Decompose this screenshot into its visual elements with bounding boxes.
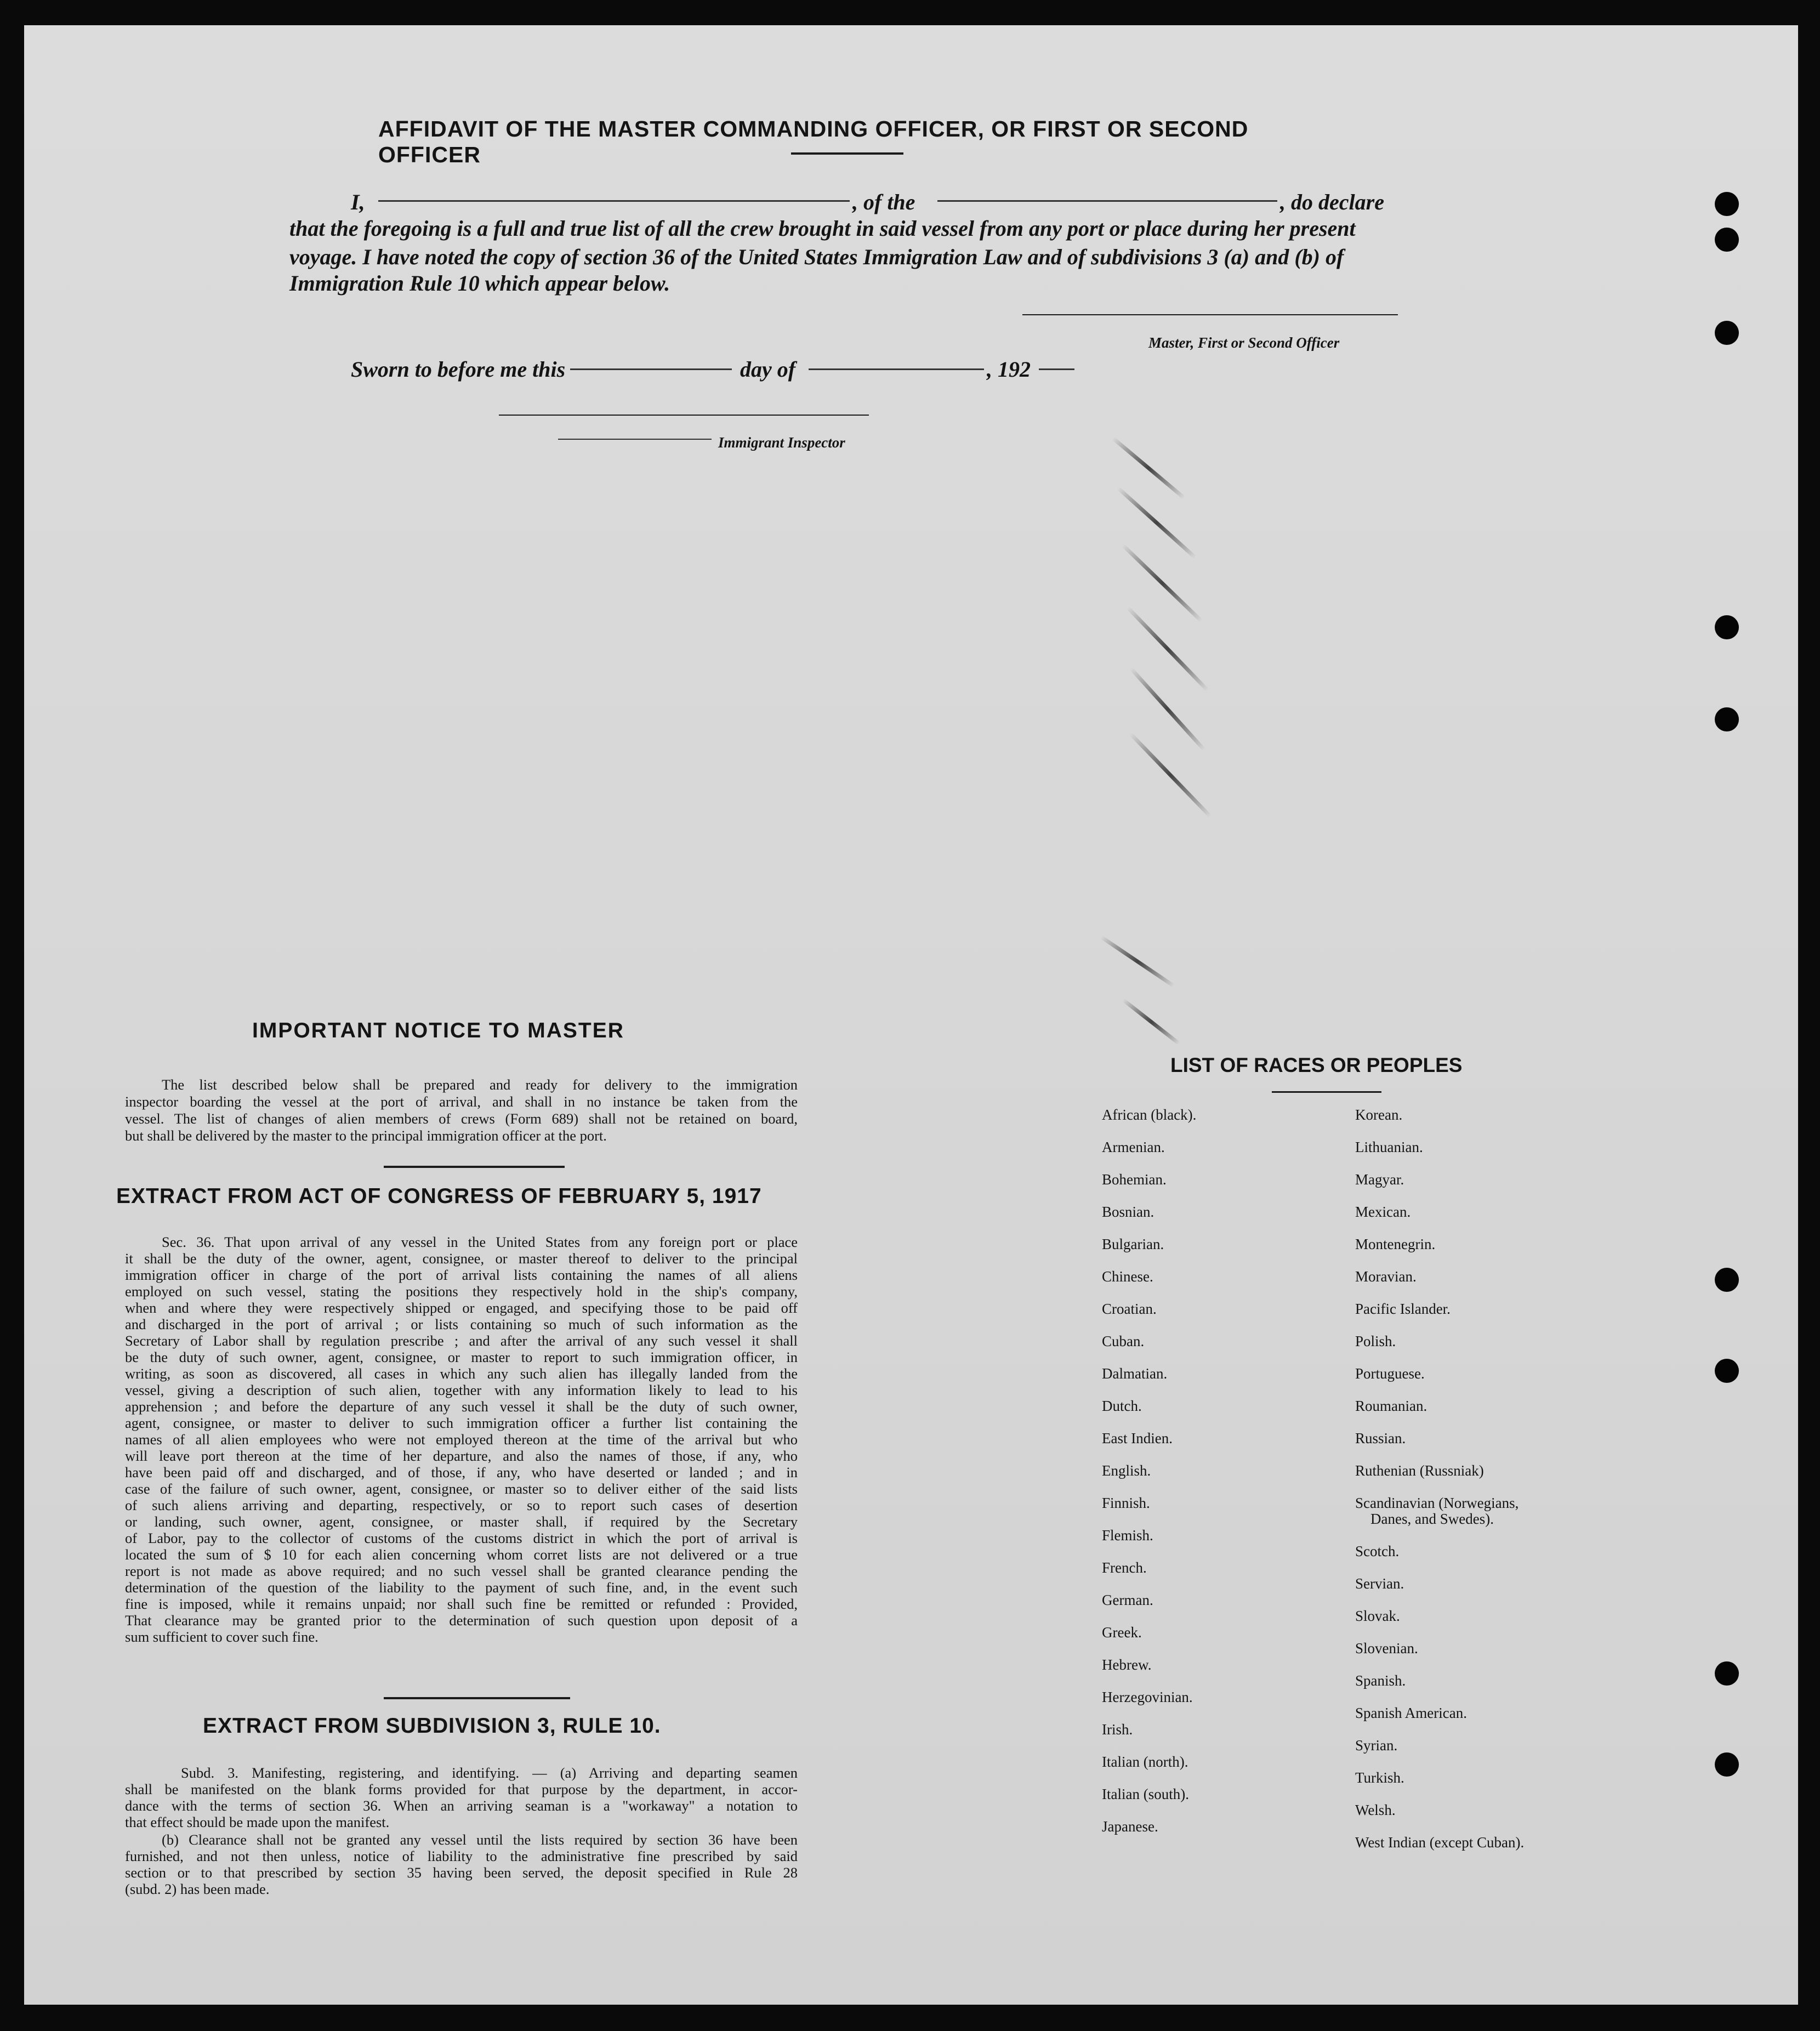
punch-hole — [1715, 1661, 1739, 1686]
race-item: Pacific Islander. — [1355, 1301, 1451, 1317]
race-item: French. — [1102, 1559, 1147, 1576]
act-line: be the duty of such owner, agent, consignee, or master to report to such immigration officer, in — [125, 1349, 798, 1365]
affidavit-line-2: that the foregoing is a full and true list of all the crew brought in said vessel from any port or place during her present — [289, 216, 1356, 241]
act-line: immigration officer in charge of the port of arrival lists containing the names of all aliens — [125, 1267, 798, 1283]
race-item: African (black). — [1102, 1107, 1197, 1123]
race-item: Servian. — [1355, 1575, 1404, 1592]
notice-line: inspector boarding the vessel at the port of arrival, and shall in no instance be taken from the — [125, 1093, 798, 1110]
race-item: Moravian. — [1355, 1268, 1417, 1285]
act-line: Secretary of Labor shall by regulation prescribe ; and after the arrival of any such vessel it shall — [125, 1332, 798, 1349]
act-rule — [384, 1697, 570, 1699]
race-item: Armenian. — [1102, 1139, 1165, 1155]
act-line: vessel, giving a description of such alien, together with any information likely to lead to his — [125, 1382, 798, 1398]
sworn-label: Sworn to before me this — [351, 357, 566, 382]
race-item: English. — [1102, 1462, 1151, 1479]
punch-hole — [1715, 1752, 1739, 1777]
act-line: of Labor, pay to the collector of customs of the customs district in which the port of arrival is — [125, 1530, 798, 1546]
race-item: East Indien. — [1102, 1430, 1173, 1446]
race-item: Chinese. — [1102, 1268, 1153, 1285]
act-line: or landing, such owner, agent, consignee, or master shall, if required by the Secretary — [125, 1513, 798, 1530]
act-line: That clearance may be granted prior to the determination of such question upon deposit of a — [125, 1612, 798, 1629]
punch-hole — [1715, 321, 1739, 345]
race-item: Hebrew. — [1102, 1656, 1152, 1673]
subdivision-line: dance with the terms of section 36. When an arriving seaman is a "workaway" a notation to — [125, 1797, 798, 1814]
subdivision-line: furnished, and not then unless, notice of liability to the administrative fine prescribed by said — [125, 1848, 798, 1864]
notice-line: but shall be delivered by the master to the principal immigration officer at the port. — [125, 1127, 607, 1144]
race-item: Bulgarian. — [1102, 1236, 1164, 1252]
race-item: Japanese. — [1102, 1818, 1158, 1835]
punch-hole — [1715, 228, 1739, 252]
race-item: Lithuanian. — [1355, 1139, 1423, 1155]
punch-hole — [1715, 615, 1739, 639]
sworn-day-blank[interactable] — [570, 368, 732, 370]
race-item: Scotch. — [1355, 1543, 1400, 1559]
race-item: German. — [1102, 1592, 1153, 1608]
scan-border-bottom — [0, 2005, 1820, 2031]
act-line: fine is imposed, while it remains unpaid; nor shall such fine be remitted or refunded : Provided, — [125, 1596, 798, 1612]
race-item: Korean. — [1355, 1107, 1403, 1123]
subdivision-line: that effect should be made upon the manifest. — [125, 1814, 390, 1830]
race-item: Spanish. — [1355, 1672, 1406, 1689]
race-item: Cuban. — [1102, 1333, 1145, 1349]
affidavit-of-the: , of the — [852, 190, 915, 214]
subdivision-heading: EXTRACT FROM SUBDIVISION 3, RULE 10. — [203, 1714, 661, 1738]
race-item: Slovak. — [1355, 1608, 1400, 1624]
sworn-year-blank[interactable] — [1039, 368, 1074, 370]
act-line: names of all alien employees who were not employed thereon at the time of the arrival but who — [125, 1431, 798, 1448]
race-item: Mexican. — [1355, 1204, 1411, 1220]
race-item: Turkish. — [1355, 1769, 1404, 1786]
race-item: Dalmatian. — [1102, 1365, 1168, 1382]
race-item: Flemish. — [1102, 1527, 1153, 1544]
race-item: Slovenian. — [1355, 1640, 1418, 1656]
race-item: Scandinavian (Norwegians, — [1355, 1495, 1519, 1511]
race-item: Finnish. — [1102, 1495, 1150, 1511]
act-line: will leave port thereon at the time of her departure, and also the names of those, if any, who — [125, 1448, 798, 1464]
affidavit-title: AFFIDAVIT OF THE MASTER COMMANDING OFFICER, OR FIRST OR SECOND OFFICER — [378, 116, 1249, 167]
act-line: and discharged in the port of arrival ; or lists containing so much of such information as the — [125, 1316, 798, 1332]
notice-heading: IMPORTANT NOTICE TO MASTER — [252, 1019, 624, 1042]
act-line: Sec. 36. That upon arrival of any vessel in the United States from any foreign port or place — [162, 1234, 798, 1250]
year-label: , 192 — [987, 357, 1031, 382]
act-line: of such aliens arriving and departing, respectively, or so to report such cases of desertion — [125, 1497, 798, 1513]
act-line: case of the failure of such owner, agent, consignee, or master so to deliver either of the said lists — [125, 1480, 798, 1497]
subdivision-line: shall be manifested on the blank forms provided for that purpose by the department, in accor- — [125, 1781, 798, 1797]
subdivision-line: Subd. 3. Manifesting, registering, and identifying. — (a) Arriving and departing seamen — [181, 1765, 798, 1781]
punch-hole — [1715, 1268, 1739, 1292]
punch-hole — [1715, 707, 1739, 731]
race-item: West Indian (except Cuban). — [1355, 1834, 1525, 1851]
race-item: Croatian. — [1102, 1301, 1157, 1317]
act-line: determination of the question of the liability to the payment of such fine, and, in the event such — [125, 1579, 798, 1596]
act-line: employed on such vessel, stating the positions they respectively hold in the ship's company, — [125, 1283, 798, 1300]
race-item: Welsh. — [1355, 1802, 1396, 1818]
race-item: Italian (south). — [1102, 1786, 1189, 1802]
race-item: Greek. — [1102, 1624, 1142, 1641]
race-item: Montenegrin. — [1355, 1236, 1436, 1252]
race-item: Bosnian. — [1102, 1204, 1154, 1220]
signature-line[interactable] — [1022, 314, 1398, 315]
ink-streak — [1100, 935, 1175, 988]
affidavit-line-3: voyage. I have noted the copy of section 36 of the United States Immigration Law and of subdivisions 3 (a) and (b) of — [289, 245, 1344, 269]
subdivision-line: (b) Clearance shall not be granted any vessel until the lists required by section 36 have been — [162, 1831, 798, 1848]
scan-border-right — [1798, 0, 1820, 2031]
affidavit-line-4: Immigration Rule 10 which appear below. — [289, 271, 670, 296]
race-item: Herzegovinian. — [1102, 1689, 1193, 1705]
act-heading: EXTRACT FROM ACT OF CONGRESS OF FEBRUARY 5, 1917 — [116, 1184, 762, 1208]
scan-border-top — [0, 0, 1820, 25]
act-line: writing, as soon as discovered, all cases in which any such alien has illegally landed from the — [125, 1365, 798, 1382]
act-line: agent, consignee, or master to deliver to such immigration officer a further list containing the — [125, 1415, 798, 1431]
act-line: located the sum of $ 10 for each alien concerning whom corret lists are not delivered or a true — [125, 1546, 798, 1563]
act-line: sum sufficient to cover such fine. — [125, 1629, 318, 1645]
affidavit-do-declare: , do declare — [1280, 190, 1384, 214]
scan-border-left — [0, 0, 24, 2031]
vessel-blank[interactable] — [937, 200, 1277, 202]
race-item: Spanish American. — [1355, 1705, 1467, 1721]
races-heading: LIST OF RACES OR PEOPLES — [1170, 1054, 1463, 1076]
inspector-label: Immigrant Inspector — [718, 434, 845, 451]
subdivision-line: section or to that prescribed by section 35 having been served, the deposit specified in Rule 28 — [125, 1864, 798, 1881]
punch-hole — [1715, 1359, 1739, 1383]
act-line: report is not made as above required; and no such vessel shall be granted clearance pending the — [125, 1563, 798, 1579]
race-item: Portuguese. — [1355, 1365, 1425, 1382]
races-rule — [1272, 1091, 1381, 1093]
race-item: Bohemian. — [1102, 1171, 1167, 1188]
day-of-label: day of — [740, 357, 796, 382]
race-item: Syrian. — [1355, 1737, 1398, 1754]
affidavit-i-label: I, — [351, 190, 365, 214]
act-line: it shall be the duty of the owner, agent, consignee, or master thereof to deliver to the principal — [125, 1250, 798, 1267]
race-item: Ruthenian (Russniak) — [1355, 1462, 1484, 1479]
sworn-month-blank[interactable] — [809, 368, 984, 370]
race-item: Russian. — [1355, 1430, 1406, 1446]
notice-rule — [384, 1166, 565, 1168]
ink-streak — [1122, 999, 1181, 1046]
race-item: Polish. — [1355, 1333, 1396, 1349]
inspector-blank — [558, 439, 712, 440]
subdivision-line: (subd. 2) has been made. — [125, 1881, 270, 1897]
race-item: Irish. — [1102, 1721, 1133, 1738]
name-blank[interactable] — [378, 200, 850, 202]
title-rule — [791, 152, 903, 155]
race-item: Magyar. — [1355, 1171, 1404, 1188]
race-item: Italian (north). — [1102, 1754, 1188, 1770]
act-line: have been paid off and discharged, and of those, if any, who have deserted or landed ; and in — [125, 1464, 798, 1480]
race-item: Dutch. — [1102, 1398, 1142, 1414]
notice-line: vessel. The list of changes of alien members of crews (Form 689) shall not be retained on board, — [125, 1110, 798, 1127]
act-line: when and where they were respectively shipped or engaged, and specifying those to be paid off — [125, 1300, 798, 1316]
signature-label: Master, First or Second Officer — [1148, 334, 1340, 351]
notice-line: The list described below shall be prepared and ready for delivery to the immigration — [162, 1076, 798, 1093]
punch-hole — [1715, 192, 1739, 216]
race-item: Danes, and Swedes). — [1370, 1511, 1494, 1527]
act-line: apprehension ; and before the departure of any such vessel it shall be the duty of such owner, — [125, 1398, 798, 1415]
inspector-signature-line[interactable] — [499, 415, 869, 416]
race-item: Roumanian. — [1355, 1398, 1427, 1414]
